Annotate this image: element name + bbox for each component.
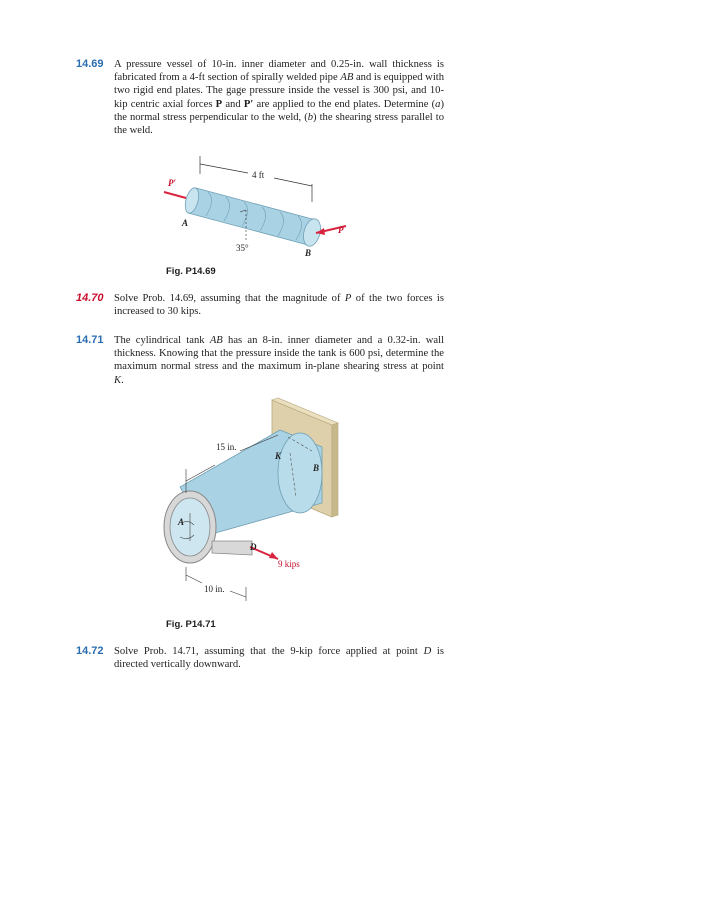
a-label: A bbox=[178, 517, 185, 527]
problem-text: Solve Prob. 14.69, assuming that the magnitude of P of the two forces is increased to 30 kips. bbox=[114, 293, 444, 318]
problem-14-72 bbox=[76, 645, 444, 671]
force-label: 9 kips bbox=[278, 559, 300, 569]
problem-14-69 bbox=[76, 58, 444, 137]
p-prime-label: P′ bbox=[168, 178, 177, 188]
length-15-in-label: 15 in. bbox=[216, 442, 237, 452]
problem-14-71 bbox=[76, 334, 444, 387]
problem-number: 14.71 bbox=[76, 334, 104, 346]
figure-caption: Fig. P14.71 bbox=[166, 619, 216, 630]
arm bbox=[212, 541, 252, 555]
figure-p14-69 bbox=[160, 150, 360, 265]
length-label: 4 ft bbox=[252, 170, 265, 180]
b-label: B bbox=[313, 463, 320, 473]
problem-14-70 bbox=[76, 292, 444, 318]
k-label: K bbox=[275, 451, 282, 461]
force-p-prime bbox=[164, 192, 186, 198]
a-label: A bbox=[182, 218, 189, 228]
angle-label: 35° bbox=[236, 243, 249, 253]
problem-text: A pressure vessel of 10-in. inner diameter and 0.25-in. wall thickness is fabricated from a 4-ft section of spirally welded pipe AB and is equipped with two rigid end plates. The gage pressure inside the vessel is 300 psi, and 10-kip centric axial forces P and P′ are applied to the end plates. Determine (a) the normal stress perpendicular to the weld, (b) the shearing stress parallel to the weld. bbox=[114, 59, 444, 137]
b-label: B bbox=[305, 248, 312, 258]
figure-caption: Fig. P14.69 bbox=[166, 266, 216, 277]
pipe-body bbox=[188, 188, 316, 245]
problem-text: The cylindrical tank AB has an 8-in. inner diameter and a 0.32-in. wall thickness. Knowing that the pressure inside the tank is 600 psi, determine the maximum normal stress and the maximum in-plane shearing stress at point K. bbox=[114, 335, 445, 386]
offset-10-in-label: 10 in. bbox=[204, 584, 225, 594]
problem-number: 14.69 bbox=[76, 58, 104, 70]
figure-p14-71 bbox=[160, 395, 370, 610]
problem-number: 14.70 bbox=[76, 292, 104, 304]
p-label: P bbox=[338, 225, 344, 235]
d-label: D bbox=[250, 542, 257, 552]
problem-text: Solve Prob. 14.71, assuming that the 9-kip force applied at point D is directed vertically downward. bbox=[114, 646, 445, 671]
problem-number: 14.72 bbox=[76, 645, 104, 657]
